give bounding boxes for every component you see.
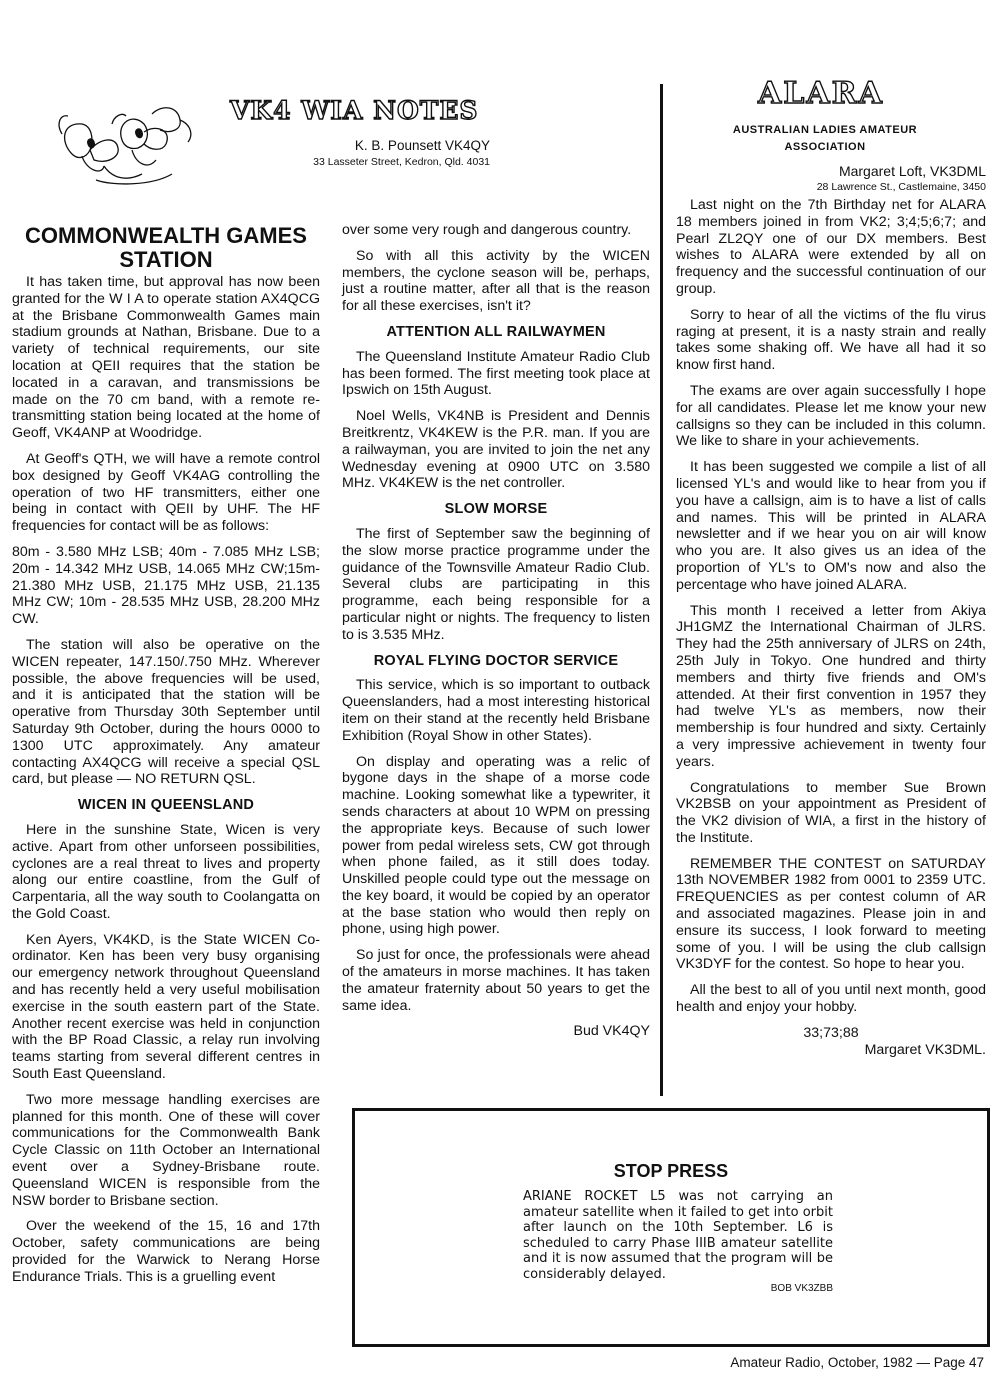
column-2 [342, 222, 650, 1049]
signature: Bud VK4QY [573, 1023, 650, 1040]
stop-press-heading: STOP PRESS [613, 1161, 729, 1181]
page-footer: Amateur Radio, October, 1982 — Page 47 [730, 1355, 984, 1370]
paragraph: So with all this activity by the WICEN members, the cyclone season will be, perhaps, just a routine matter, after all that is the reason for all these exercises, isn't it? [342, 247, 650, 315]
orchid-illustration [52, 94, 202, 194]
subheading: SLOW MORSE [444, 501, 548, 518]
column-1 [12, 224, 320, 1295]
paragraph: It has been suggested we compile a list of all licensed YL's and would like to hear from you if you have a callsign, aim is to have a list of calls and names. This will be printed in ALARA newsletter and if we hear you on air will know who you are. It also gives us an idea of the proportion of YL's to OM's now and also the percentage who have joined ALARA. [676, 459, 986, 593]
paragraph: Last night on the 7th Birthday net for ALARA 18 members joined in from VK2; 3;4;5;6;7; and Pearl ZL2QY one of our DX members. Best wishes to ALARA were extended by all on frequency and the successful continuation of our group. [676, 197, 986, 297]
paragraph: Ken Ayers, VK4KD, is the State WICEN Co-ordinator. Ken has been very busy organising our emergency network throughout Queensland and has recently held a very useful mobilisation exercise in the south eastern part of the State. Another recent exercise was held in conjunction with the BP Road Classic, a relay run involving teams starting from several different centres in South East Queensland. [12, 931, 320, 1083]
paragraph: On display and operating was a relic of bygone days in the shape of a morse code machine. Looking somewhat like a typewriter, it sends characters at about 10 WPM on pressing the appropriate keys. Because of such lower power from pedal wireless sets, CW got through when phone failed, as it still does today. Unskilled people could type out the message on the key board, it would be copied by an operator at the base station who would then reply on phone, using high power. [342, 753, 650, 938]
paragraph: The station will also be operative on the WICEN repeater, 147.150/.750 MHz. Wherever possible, the above frequencies will be used, and it is anticipated that the station will be operative from Thursday 30th September until Saturday 9th October, during the hours 0000 to 1300 UTC approximately. Any amateur contacting AX4QCG will receive a special QSL card, but please — NO RETURN QSL. [12, 636, 320, 788]
paragraph: The exams are over again successfully I hope for all candidates. Please let me know your new callsigns so they can be included in this column. We like to share in your achievements. [676, 382, 986, 450]
alara-author: Margaret Loft, VK3DML [838, 163, 986, 179]
alara-subtitle-line: AUSTRALIAN LADIES AMATEUR [732, 124, 918, 136]
paragraph: So just for once, the professionals were ahead of the amateurs in morse machines. It has taken the amateur fraternity about 50 years to get the same idea. [342, 947, 650, 1014]
signature: Margaret VK3DML. [864, 1041, 986, 1058]
alara-subtitle-line: ASSOCIATION [784, 141, 866, 153]
frequency-list: 80m - 3.580 MHz LSB; 40m - 7.085 MHz LSB; 20m - 14.342 MHz USB, 14.065 MHz CW;15m- 21.380 MHz USB, 21.175 MHz USB, 21.135 MHz CW; 10m - 28.535 MHz USB, 28.200 MHz CW. [12, 543, 320, 628]
stop-press-box [352, 1108, 990, 1347]
author-address: 33 Lasseter Street, Kedron, Qld. 4031 [313, 156, 490, 168]
stop-press-body: ARIANE ROCKET L5 was not carrying an amateur satellite when it failed to get into orbit after launch on the 10th September. L6 is scheduled to carry Phase IIIB amateur satellite and it is now assumed that the program will be considerably delayed. [523, 1189, 833, 1282]
paragraph: The first of September saw the beginning of the slow morse practice programme under the guidance of the Townsville Amateur Radio Club. Several clubs are participating in this programme, each being responsible for a particular night or nights. The frequency to listen to is 3.535 MHz. [342, 525, 650, 643]
column-3 [676, 197, 986, 1067]
paragraph: Here in the sunshine State, Wicen is very active. Apart from other unforseen possibilities, cyclones are a real threat to lives and property along our entire coastline, from the Gulf of Carpentaria, all the way south to Coolangatta on the Gold Coast. [12, 821, 320, 922]
paragraph: REMEMBER THE CONTEST on SATURDAY 13th NOVEMBER 1982 from 0001 to 2359 UTC. FREQUENCIES as per contest column of AR and associated magazines. Please join in and ensure its success, I look forward to meeting some of you. I will be using the club callsign VK3DYF for the contest. So hope to hear you. [676, 855, 986, 973]
section-title: VK4 WIA NOTES [230, 96, 479, 125]
alara-subtitle [700, 122, 950, 156]
author-byline: K. B. Pounsett VK4QY [354, 138, 490, 153]
alara-address: 28 Lawrence St., Castlemaine, 3450 [816, 181, 986, 193]
paragraph: All the best to all of you until next month, good health and enjoy your hobby. [676, 982, 986, 1016]
column-divider [660, 84, 663, 1096]
paragraph: The Queensland Institute Amateur Radio Club has been formed. The first meeting took place at Ipswich on 15th August. [342, 348, 650, 399]
article-heading: COMMONWEALTH GAMES STATION [25, 223, 307, 272]
paragraph: over some very rough and dangerous country. [342, 222, 632, 238]
alara-title: ALARA [758, 76, 884, 111]
paragraph: At Geoff's QTH, we will have a remote control box designed by Geoff VK4AG controlling the operation of two HF transmitters, either one being in contact with QEII by UHF. The HF frequencies for contact will be as follows: [12, 450, 320, 535]
paragraph: Congratulations to member Sue Brown VK2BSB on your appointment as President of the VK2 division of WIA, a first in the history of the Institute. [676, 779, 986, 846]
paragraph: Noel Wells, VK4NB is President and Dennis Breitkrentz, VK4KEW is the P.R. man. If you are a railwayman, you are invited to join the net any Wednesday evening at 0900 UTC on 3.580 MHz. VK4KEW is the net controller. [342, 408, 650, 492]
closing-code: 33;73;88 [803, 1024, 859, 1041]
paragraph: It has taken time, but approval has now been granted for the W I A to operate station AX4QCG at the Brisbane Commonwealth Games main stadium grounds at Nathan, Brisbane. Due to a variety of technical requirements, our site location at QEII requires that the station be located in a caravan, and transmissions be made on the 70 cm band, with a remote re-transmitting station being located at the home of Geoff, VK4ANP at Woodridge. [12, 274, 320, 442]
paragraph: Two more message handling exercises are planned for this month. One of these will cover communications for the Commonwealth Bank Cycle Classic on 11th October an International event over a Sydney-Brisbane route. Queensland WICEN is responsible from the NSW border to Brisbane section. [12, 1091, 320, 1209]
paragraph: This month I received a letter from Akiya JH1GMZ the International Chairman of JLRS. They had the 25th anniversary of JLRS on 24th, 25th July in Tokyo. One hundred and thirty members and thirty five friends and OM's attended. At their first convention in 1957 they had twelve YL's as members, now their membership is four hundred and sixty. Certainly a very impressive achievement in twenty four years. [676, 602, 986, 770]
paragraph: This service, which is so important to outback Queenslanders, had a most interesting historical item on their stand at the recently held Brisbane Exhibition (Royal Show in other States). [342, 677, 650, 744]
paragraph: Sorry to hear of all the victims of the flu virus raging at present, it is a nasty strain and really takes some shaking off. We have all had it so know first hand. [676, 306, 986, 374]
paragraph: Over the weekend of the 15, 16 and 17th October, safety communications are being provided for the Warwick to Nerang Horse Endurance Trials. This is a gruelling event [12, 1218, 320, 1285]
subheading: ATTENTION ALL RAILWAYMEN [386, 323, 606, 340]
subheading: ROYAL FLYING DOCTOR SERVICE [373, 652, 619, 669]
stop-press-signature: BOB VK3ZBB [770, 1283, 833, 1294]
subheading: WICEN IN QUEENSLAND [77, 797, 255, 814]
